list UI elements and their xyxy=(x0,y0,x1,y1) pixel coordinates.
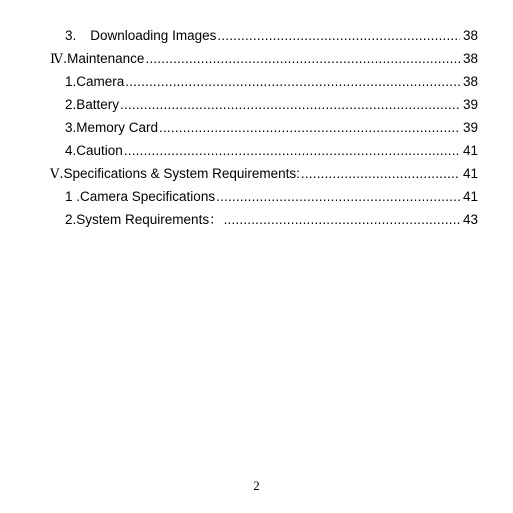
toc-entry[interactable] xyxy=(0,93,513,116)
toc-dot-leader xyxy=(125,70,460,93)
toc-dot-leader xyxy=(120,93,460,116)
toc-entry-page: 39 xyxy=(462,97,478,112)
toc-entry-number: 3. xyxy=(65,28,77,43)
toc-entry-number: 4. xyxy=(65,143,77,158)
toc-entry[interactable] xyxy=(0,24,513,47)
toc-entry[interactable] xyxy=(0,185,513,208)
toc-entry-page: 38 xyxy=(462,28,478,43)
toc-entry-title: Memory Card xyxy=(76,120,159,135)
toc-entry-number: Ⅳ. xyxy=(50,52,68,67)
toc-entry[interactable] xyxy=(0,208,513,231)
toc-entry-number: 3. xyxy=(65,120,77,135)
toc-entry-title: Camera Specifications xyxy=(80,189,216,204)
toc-entry-page: 43 xyxy=(462,212,478,227)
toc-dot-leader xyxy=(145,47,460,70)
toc-dot-leader xyxy=(216,185,460,208)
toc-entry-page: 41 xyxy=(462,189,478,204)
toc-entry-number: 2. xyxy=(65,212,77,227)
toc-entry-number: 1. xyxy=(65,74,77,89)
toc-entry[interactable] xyxy=(0,47,513,70)
toc-entry-number: 2. xyxy=(65,97,77,112)
toc-entry-number: Ⅴ. xyxy=(50,167,64,182)
page-number: 2 xyxy=(253,478,260,493)
toc-entry-title: Camera xyxy=(76,74,125,89)
table-of-contents xyxy=(0,24,513,231)
toc-dot-leader xyxy=(217,24,460,47)
toc-entry-page: 38 xyxy=(462,51,478,66)
toc-entry-page: 41 xyxy=(462,166,478,181)
toc-entry-title: Caution xyxy=(76,143,123,158)
toc-entry-page: 39 xyxy=(462,120,478,135)
toc-entry-title: System Requirements： xyxy=(76,212,223,227)
toc-entry[interactable] xyxy=(0,116,513,139)
toc-dot-leader xyxy=(224,208,460,231)
toc-entry-title: Downloading Images xyxy=(90,28,217,43)
toc-entry-page: 41 xyxy=(462,143,478,158)
toc-entry[interactable] xyxy=(0,162,513,185)
toc-entry-number: 1 . xyxy=(65,189,81,204)
toc-entry-title: Battery xyxy=(76,97,120,112)
toc-dot-leader xyxy=(124,139,460,162)
toc-entry[interactable] xyxy=(0,139,513,162)
toc-entry-title: Maintenance xyxy=(67,51,145,66)
toc-dot-leader xyxy=(301,162,460,185)
toc-entry-page: 38 xyxy=(462,74,478,89)
toc-entry[interactable] xyxy=(0,70,513,93)
toc-entry-title: Specifications & System Requirements: xyxy=(63,166,300,181)
toc-dot-leader xyxy=(159,116,460,139)
